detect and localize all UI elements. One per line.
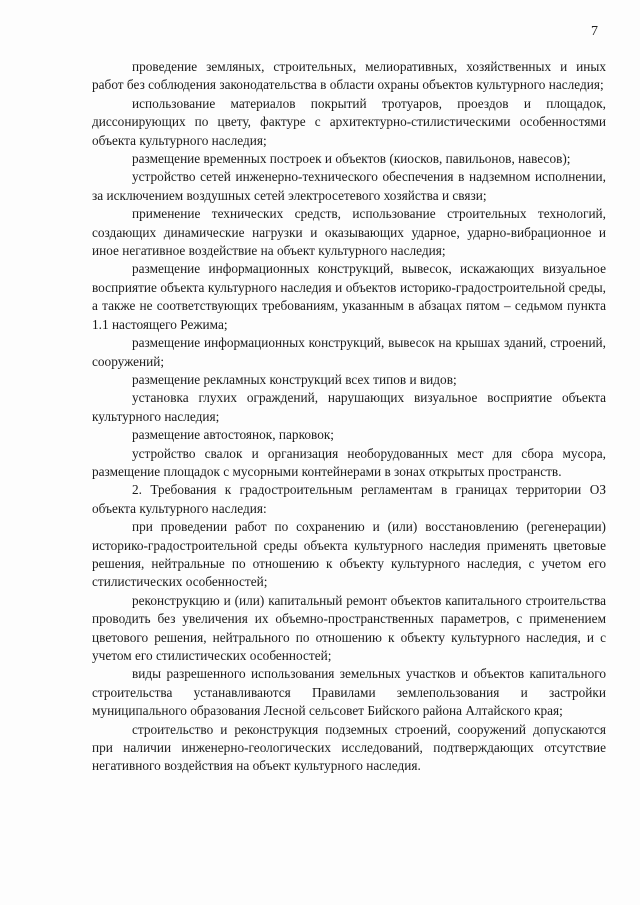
paragraph: размещение временных построек и объектов (киосков, павильонов, навесов); [132, 151, 571, 167]
paragraph: проведение земляных, строительных, мелиоративных, хозяйственных и иных работ без соблюдения законодательства в области охраны объектов культурного наследия; [92, 59, 606, 93]
paragraph: размещение информационных конструкций, вывесок на крышах зданий, строений, сооружений; [92, 335, 606, 369]
paragraph: виды разрешенного использования земельных участков и объектов капитального строительства устанавливаются Правилами землепользования и застройки муниципального образования Лесной сельсовет Бийского района Алтайского края; [92, 666, 606, 719]
paragraph: установка глухих ограждений, нарушающих визуальное восприятие объекта культурного наследия; [92, 390, 606, 424]
paragraph: размещение рекламных конструкций всех типов и видов; [132, 371, 457, 387]
paragraph: использование материалов покрытий тротуаров, проездов и площадок, диссонирующих по цвету, фактуре с архитектурно-стилистическими особенностями объекта культурного наследия; [92, 95, 606, 148]
paragraph: при проведении работ по сохранению и (или) восстановлению (регенерации) историко-градостроительной среды объекта культурного наследия применять цветовые решения, нейтральные по отношению к объекту культурного наследия, с учетом его стилистических особенностей; [92, 519, 606, 590]
paragraph: устройство свалок и организация необорудованных мест для сбора мусора, размещение площадок с мусорными контейнерами в зонах открытых пространств. [92, 445, 606, 479]
paragraph: строительство и реконструкция подземных строений, сооружений допускаются при наличии инженерно-геологических исследований, подтверждающих отсутствие негативного воздействия на объект культурного наследия. [92, 721, 606, 774]
paragraph: устройство сетей инженерно-технического обеспечения в надземном исполнении, за исключением воздушных сетей электросетевого хозяйства и связи; [92, 169, 606, 203]
paragraph: размещение автостоянок, парковок; [132, 427, 335, 443]
paragraph: применение технических средств, использование строительных технологий, создающих динамические нагрузки и оказывающих ударное, ударно-вибрационное и иное негативное воздействие на объект культурного наследия; [92, 206, 606, 259]
paragraph: реконструкцию и (или) капитальный ремонт объектов капитального строительства проводить без увеличения их объемно-пространственных параметров, с применением цветового решения, нейтрального по отношению к объекту культурного наследия, и с учетом его стилистических особенностей; [92, 592, 606, 663]
document-body [92, 58, 606, 776]
page-number: 7 [591, 24, 598, 39]
paragraph: размещение информационных конструкций, вывесок, искажающих визуальное восприятие объекта культурного наследия и объектов историко-градостроительной среды, а также не соответствующих требованиям, указанным в абзацах пятом – седьмом пункта 1.1 настоящего Режима; [92, 261, 606, 332]
section-heading: 2. Требования к градостроительным регламентам в границах территории ОЗ объекта культурного наследия: [92, 482, 606, 516]
